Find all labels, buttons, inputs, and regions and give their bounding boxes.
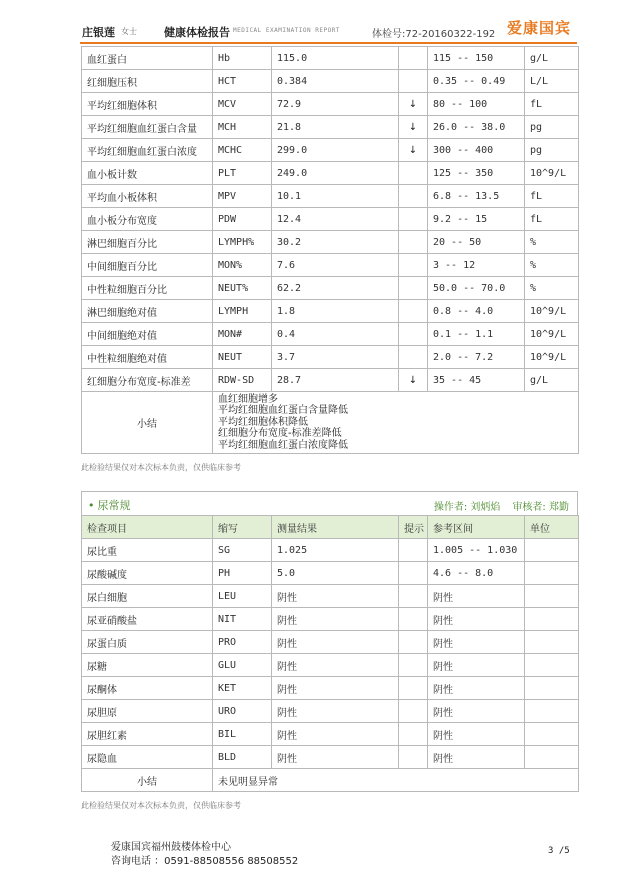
item-value: 阴性	[272, 677, 399, 700]
item-flag	[399, 208, 428, 231]
item-flag	[399, 185, 428, 208]
item-abbr: NEUT	[213, 346, 272, 369]
item-ref-range: 阴性	[428, 631, 525, 654]
urine-table-header	[82, 516, 579, 539]
item-name: 中性粒细胞百分比	[82, 277, 213, 300]
urine-section-header	[81, 491, 578, 515]
item-unit: fL	[525, 185, 579, 208]
item-ref-range: 3 -- 12	[428, 254, 525, 277]
blood-disclaimer: 此检验结果仅对本次标本负责，仅供临床参考	[81, 463, 241, 472]
table-row	[82, 162, 579, 185]
table-row	[82, 746, 579, 769]
col-header-abbr: 缩写	[213, 516, 272, 539]
item-unit	[525, 723, 579, 746]
item-ref-range: 9.2 -- 15	[428, 208, 525, 231]
table-row	[82, 539, 579, 562]
item-ref-range: 35 -- 45	[428, 369, 525, 392]
item-ref-range: 80 -- 100	[428, 93, 525, 116]
table-row	[82, 585, 579, 608]
item-flag	[399, 585, 428, 608]
col-header-flag: 提示	[399, 516, 428, 539]
item-ref-range: 阴性	[428, 700, 525, 723]
urine-summary-text: 未见明显异常	[213, 769, 579, 792]
item-abbr: PDW	[213, 208, 272, 231]
item-flag: ↓	[399, 139, 428, 162]
item-value: 0.384	[272, 70, 399, 93]
item-unit	[525, 746, 579, 769]
item-unit: fL	[525, 208, 579, 231]
exam-id: 体检号:72-20160322-192	[372, 29, 496, 40]
item-value: 阴性	[272, 631, 399, 654]
item-flag	[399, 562, 428, 585]
item-name: 尿酮体	[82, 677, 213, 700]
item-value: 1.025	[272, 539, 399, 562]
item-name: 平均血小板体积	[82, 185, 213, 208]
item-value: 阴性	[272, 700, 399, 723]
item-value: 阴性	[272, 654, 399, 677]
item-name: 尿亚硝酸盐	[82, 608, 213, 631]
item-name: 尿胆红素	[82, 723, 213, 746]
item-unit: 10^9/L	[525, 323, 579, 346]
item-unit: pg	[525, 139, 579, 162]
item-flag	[399, 539, 428, 562]
col-header-item: 检查项目	[82, 516, 213, 539]
table-row	[82, 93, 579, 116]
item-value: 0.4	[272, 323, 399, 346]
bullet-icon: •	[88, 499, 95, 512]
item-abbr: PLT	[213, 162, 272, 185]
item-unit: 10^9/L	[525, 162, 579, 185]
item-unit	[525, 654, 579, 677]
item-flag	[399, 162, 428, 185]
table-row	[82, 47, 579, 70]
item-ref-range: 115 -- 150	[428, 47, 525, 70]
item-name: 中间细胞百分比	[82, 254, 213, 277]
table-row	[82, 323, 579, 346]
item-value: 115.0	[272, 47, 399, 70]
item-unit	[525, 539, 579, 562]
item-unit	[525, 608, 579, 631]
header-divider	[80, 42, 577, 44]
report-title-en: MEDICAL EXAMINATION REPORT	[233, 27, 340, 34]
item-unit: 10^9/L	[525, 300, 579, 323]
item-unit: L/L	[525, 70, 579, 93]
item-ref-range: 300 -- 400	[428, 139, 525, 162]
footer-phone: 咨询电话 ：0591-88508556 88508552	[111, 856, 299, 867]
item-flag: ↓	[399, 116, 428, 139]
table-row	[82, 346, 579, 369]
item-value: 10.1	[272, 185, 399, 208]
item-name: 淋巴细胞百分比	[82, 231, 213, 254]
item-ref-range: 20 -- 50	[428, 231, 525, 254]
table-row	[82, 723, 579, 746]
item-value: 21.8	[272, 116, 399, 139]
item-value: 30.2	[272, 231, 399, 254]
col-header-ref: 参考区间	[428, 516, 525, 539]
table-row	[82, 369, 579, 392]
item-value: 3.7	[272, 346, 399, 369]
reviewer-label: 审核者: 郑勤	[512, 502, 569, 513]
item-flag	[399, 70, 428, 93]
item-abbr: NIT	[213, 608, 272, 631]
item-unit	[525, 631, 579, 654]
item-ref-range: 阴性	[428, 746, 525, 769]
item-ref-range: 4.6 -- 8.0	[428, 562, 525, 585]
item-value: 阴性	[272, 746, 399, 769]
table-row	[82, 70, 579, 93]
item-unit	[525, 562, 579, 585]
item-unit: %	[525, 277, 579, 300]
item-ref-range: 阴性	[428, 723, 525, 746]
item-name: 中性粒细胞绝对值	[82, 346, 213, 369]
item-name: 尿隐血	[82, 746, 213, 769]
item-flag	[399, 608, 428, 631]
urine-disclaimer: 此检验结果仅对本次标本负责，仅供临床参考	[81, 801, 241, 810]
item-ref-range: 阴性	[428, 677, 525, 700]
item-unit: fL	[525, 93, 579, 116]
table-row	[82, 608, 579, 631]
item-value: 1.8	[272, 300, 399, 323]
urine-operators	[422, 498, 569, 513]
table-row	[82, 677, 579, 700]
summary-line: 平均红细胞血红蛋白浓度降低	[218, 439, 348, 451]
item-value: 299.0	[272, 139, 399, 162]
item-ref-range: 125 -- 350	[428, 162, 525, 185]
item-unit	[525, 677, 579, 700]
item-name: 淋巴细胞绝对值	[82, 300, 213, 323]
item-name: 红细胞分布宽度-标准差	[82, 369, 213, 392]
item-abbr: MCH	[213, 116, 272, 139]
summary-line: 平均红细胞血红蛋白含量降低	[218, 405, 348, 417]
urine-summary-row	[82, 769, 579, 792]
item-ref-range: 1.005 -- 1.030	[428, 539, 525, 562]
urine-title-text: 尿常规	[97, 499, 131, 512]
item-flag	[399, 700, 428, 723]
item-value: 7.6	[272, 254, 399, 277]
table-row	[82, 300, 579, 323]
item-abbr: LEU	[213, 585, 272, 608]
item-abbr: MON%	[213, 254, 272, 277]
col-header-unit: 单位	[525, 516, 579, 539]
item-value: 阴性	[272, 723, 399, 746]
table-row	[82, 116, 579, 139]
item-name: 平均红细胞体积	[82, 93, 213, 116]
item-ref-range: 6.8 -- 13.5	[428, 185, 525, 208]
table-row	[82, 231, 579, 254]
item-name: 血小板分布宽度	[82, 208, 213, 231]
item-abbr: RDW-SD	[213, 369, 272, 392]
table-row	[82, 254, 579, 277]
item-flag: ↓	[399, 369, 428, 392]
item-abbr: MCHC	[213, 139, 272, 162]
item-ref-range: 0.35 -- 0.49	[428, 70, 525, 93]
item-flag	[399, 723, 428, 746]
blood-summary-text	[213, 392, 579, 454]
table-row	[82, 654, 579, 677]
item-abbr: PH	[213, 562, 272, 585]
item-abbr: NEUT%	[213, 277, 272, 300]
item-abbr: GLU	[213, 654, 272, 677]
patient-name: 庄银莲	[82, 26, 115, 39]
item-name: 尿白细胞	[82, 585, 213, 608]
item-name: 血红蛋白	[82, 47, 213, 70]
report-title: 健康体检报告	[164, 26, 230, 39]
item-unit: g/L	[525, 47, 579, 70]
item-abbr: KET	[213, 677, 272, 700]
item-value: 阴性	[272, 585, 399, 608]
item-name: 尿酸碱度	[82, 562, 213, 585]
item-ref-range: 2.0 -- 7.2	[428, 346, 525, 369]
item-flag	[399, 654, 428, 677]
item-abbr: Hb	[213, 47, 272, 70]
item-abbr: LYMPH	[213, 300, 272, 323]
item-value: 阴性	[272, 608, 399, 631]
item-flag	[399, 677, 428, 700]
item-value: 62.2	[272, 277, 399, 300]
item-abbr: MON#	[213, 323, 272, 346]
summary-line: 平均红细胞体积降低	[218, 416, 308, 428]
item-ref-range: 50.0 -- 70.0	[428, 277, 525, 300]
item-name: 尿胆原	[82, 700, 213, 723]
item-flag	[399, 631, 428, 654]
item-unit: 10^9/L	[525, 346, 579, 369]
item-abbr: BLD	[213, 746, 272, 769]
table-row	[82, 139, 579, 162]
urine-summary-label: 小结	[82, 769, 213, 792]
table-row	[82, 700, 579, 723]
item-flag	[399, 346, 428, 369]
table-row	[82, 185, 579, 208]
item-value: 5.0	[272, 562, 399, 585]
report-header	[0, 0, 632, 44]
item-name: 中间细胞绝对值	[82, 323, 213, 346]
operator-label: 操作者: 刘炳焰	[433, 502, 501, 513]
item-abbr: URO	[213, 700, 272, 723]
item-name: 血小板计数	[82, 162, 213, 185]
item-ref-range: 阴性	[428, 585, 525, 608]
page-number: 3 /5	[548, 846, 570, 856]
item-abbr: LYMPH%	[213, 231, 272, 254]
item-abbr: SG	[213, 539, 272, 562]
footer-org: 爱康国宾福州鼓楼体检中心	[111, 842, 231, 853]
item-unit	[525, 700, 579, 723]
summary-line: 红细胞分布宽度-标准差降低	[218, 428, 342, 440]
item-flag	[399, 231, 428, 254]
item-value: 249.0	[272, 162, 399, 185]
item-ref-range: 26.0 -- 38.0	[428, 116, 525, 139]
item-ref-range: 0.1 -- 1.1	[428, 323, 525, 346]
item-abbr: PRO	[213, 631, 272, 654]
item-flag	[399, 277, 428, 300]
item-unit: g/L	[525, 369, 579, 392]
item-flag: ↓	[399, 93, 428, 116]
item-unit: %	[525, 254, 579, 277]
item-ref-range: 0.8 -- 4.0	[428, 300, 525, 323]
blood-summary-label: 小结	[82, 392, 213, 454]
item-flag	[399, 746, 428, 769]
col-header-result: 测量结果	[272, 516, 399, 539]
item-ref-range: 阴性	[428, 608, 525, 631]
item-unit: pg	[525, 116, 579, 139]
blood-summary-row	[82, 392, 579, 454]
item-unit	[525, 585, 579, 608]
item-ref-range: 阴性	[428, 654, 525, 677]
item-flag	[399, 300, 428, 323]
item-name: 尿蛋白质	[82, 631, 213, 654]
item-value: 12.4	[272, 208, 399, 231]
summary-line: 血红细胞增多	[218, 394, 278, 405]
item-flag	[399, 254, 428, 277]
item-flag	[399, 47, 428, 70]
brand-logo: 爱康国宾	[507, 19, 572, 37]
item-abbr: MCV	[213, 93, 272, 116]
item-unit: %	[525, 231, 579, 254]
urine-results-table	[81, 515, 579, 792]
urine-section-title	[88, 497, 131, 513]
table-row	[82, 277, 579, 300]
item-value: 28.7	[272, 369, 399, 392]
item-name: 红细胞压积	[82, 70, 213, 93]
item-name: 平均红细胞血红蛋白含量	[82, 116, 213, 139]
patient-gender: 女士	[121, 27, 137, 36]
table-row	[82, 562, 579, 585]
table-row	[82, 631, 579, 654]
item-abbr: MPV	[213, 185, 272, 208]
item-abbr: HCT	[213, 70, 272, 93]
item-value: 72.9	[272, 93, 399, 116]
item-flag	[399, 323, 428, 346]
item-name: 尿糖	[82, 654, 213, 677]
table-row	[82, 208, 579, 231]
item-abbr: BIL	[213, 723, 272, 746]
blood-results-table	[81, 46, 579, 454]
item-name: 平均红细胞血红蛋白浓度	[82, 139, 213, 162]
item-name: 尿比重	[82, 539, 213, 562]
